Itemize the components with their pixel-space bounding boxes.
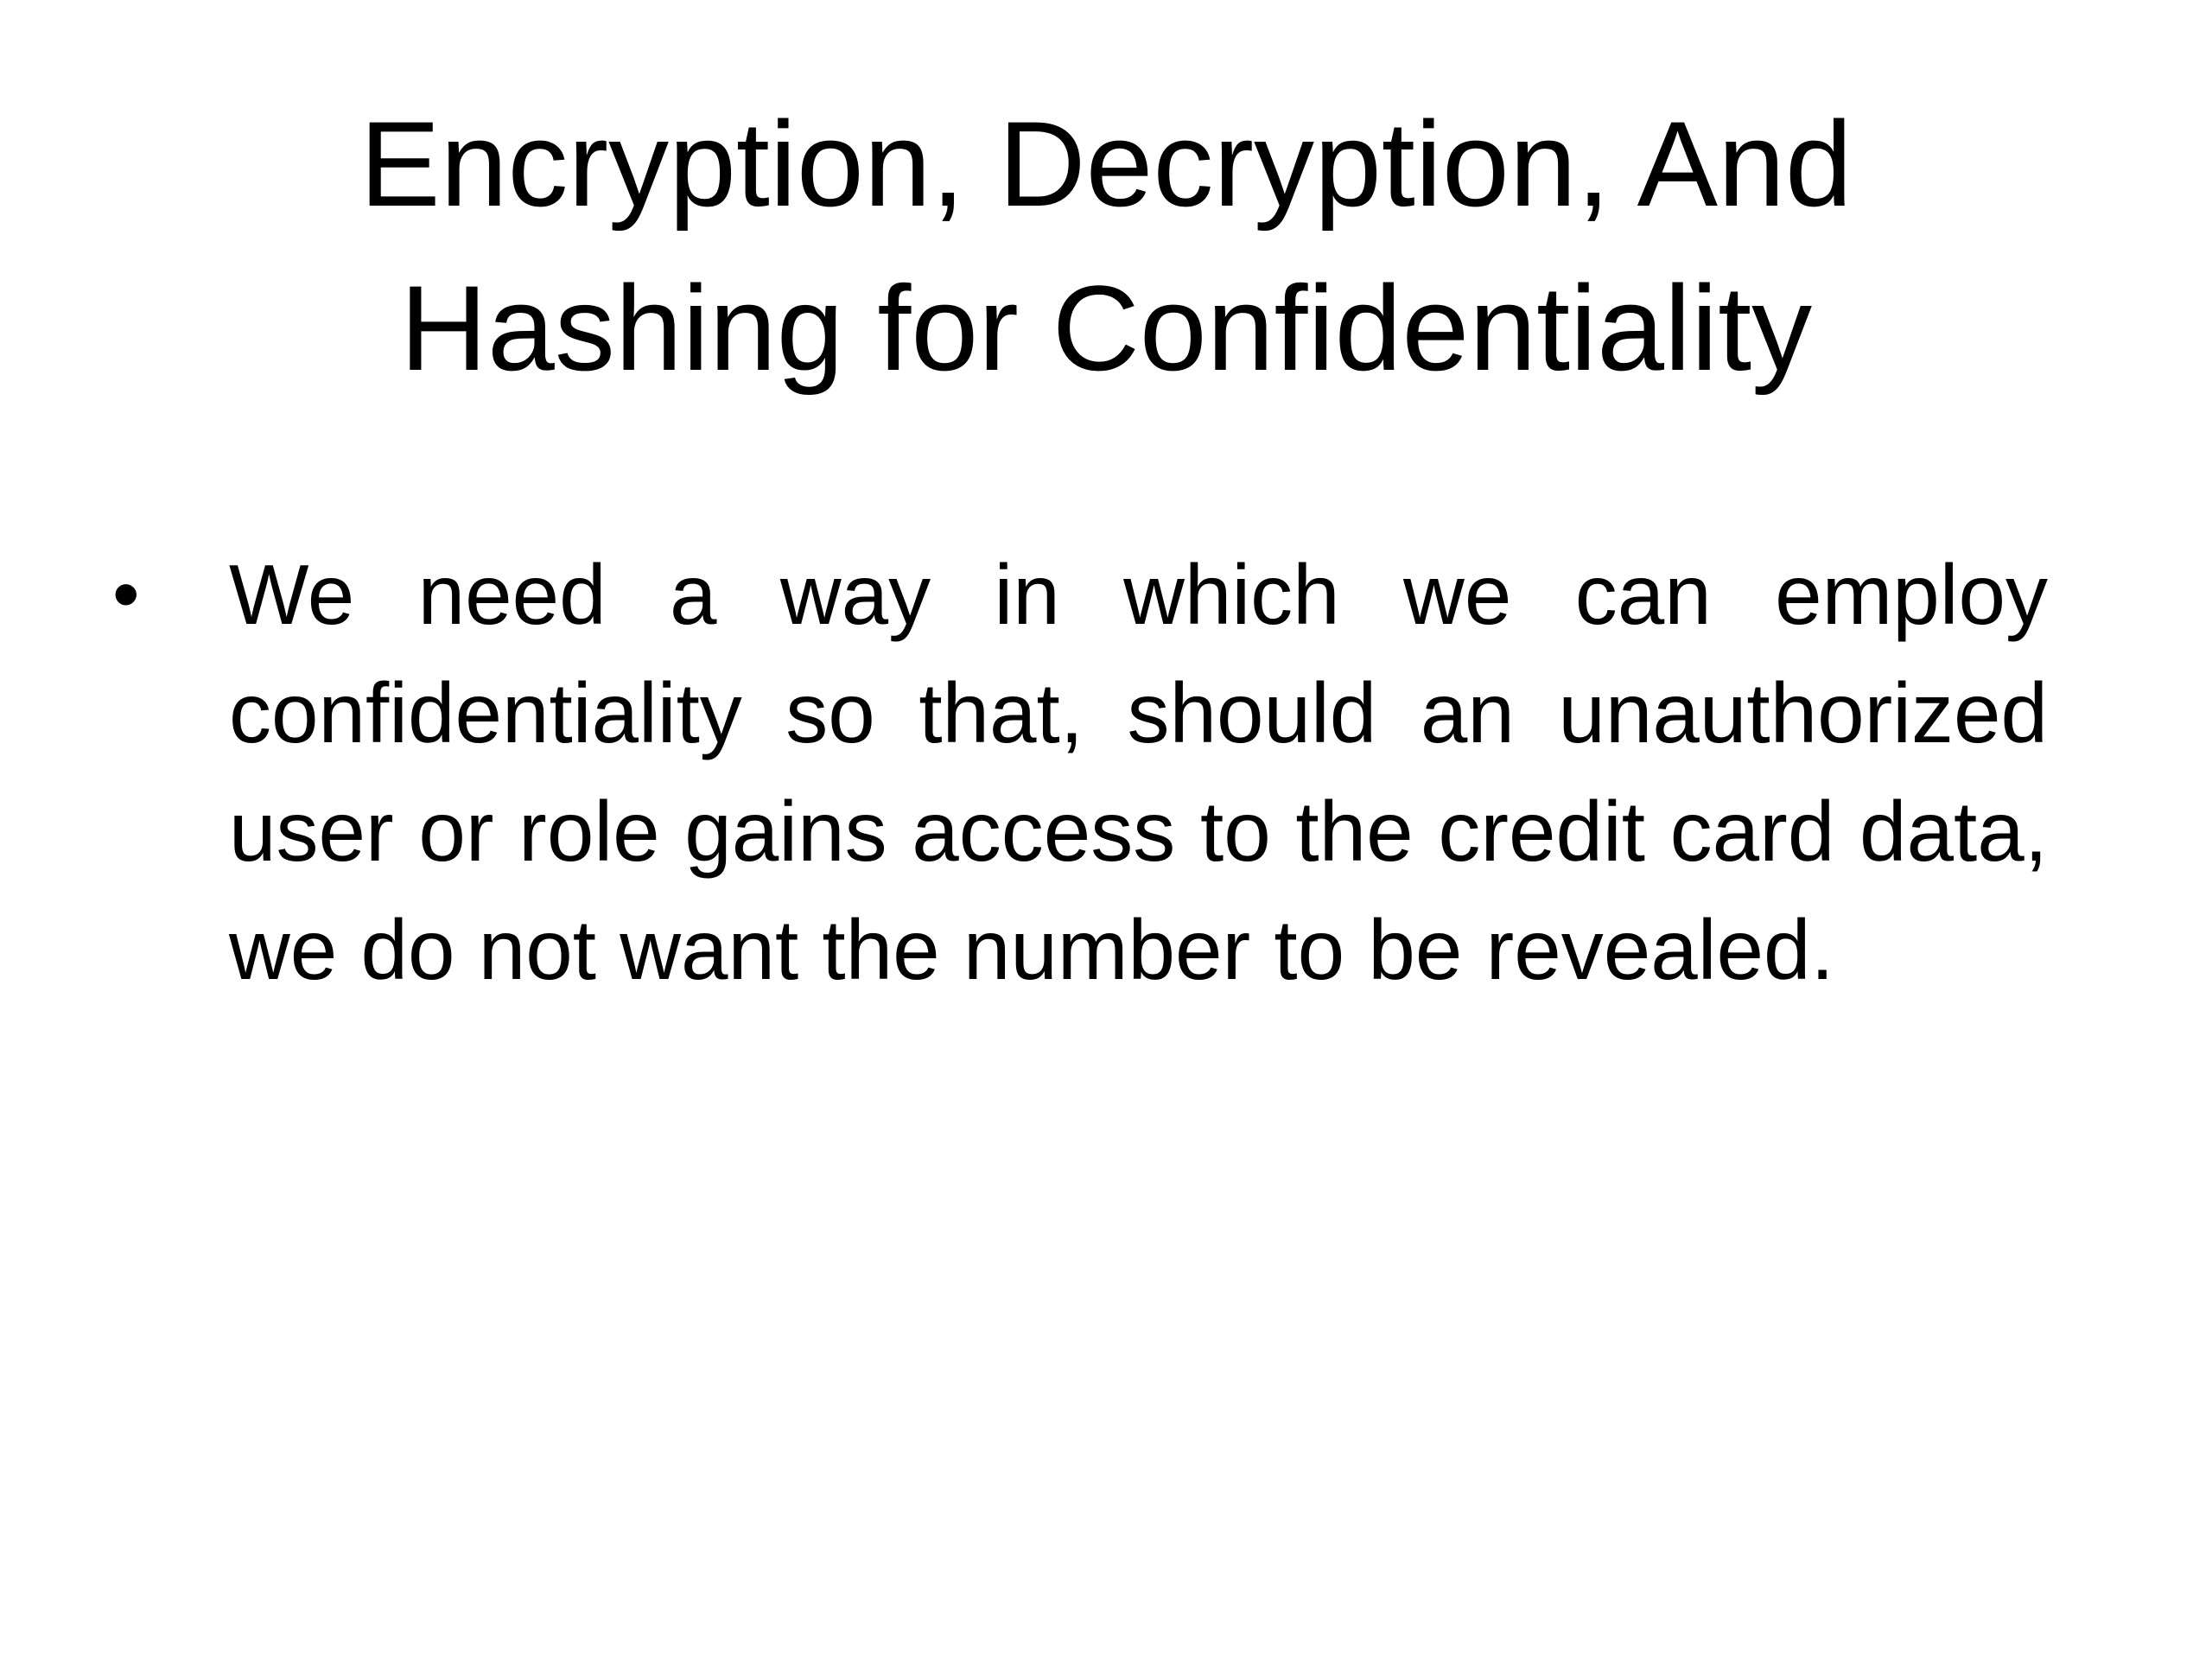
bullet-text: We need a way in which we can employ confidentiality so that, should an unauthorized user or role gains access to the credit card data, we do not want the number to be revealed. (229, 547, 2048, 997)
bullet-list (112, 536, 2048, 1009)
bullet-item (112, 536, 2048, 1009)
slide-title: Encryption, Decryption, And Hashing for Confidentiality (359, 96, 1853, 396)
bullet-icon: • (112, 551, 140, 638)
